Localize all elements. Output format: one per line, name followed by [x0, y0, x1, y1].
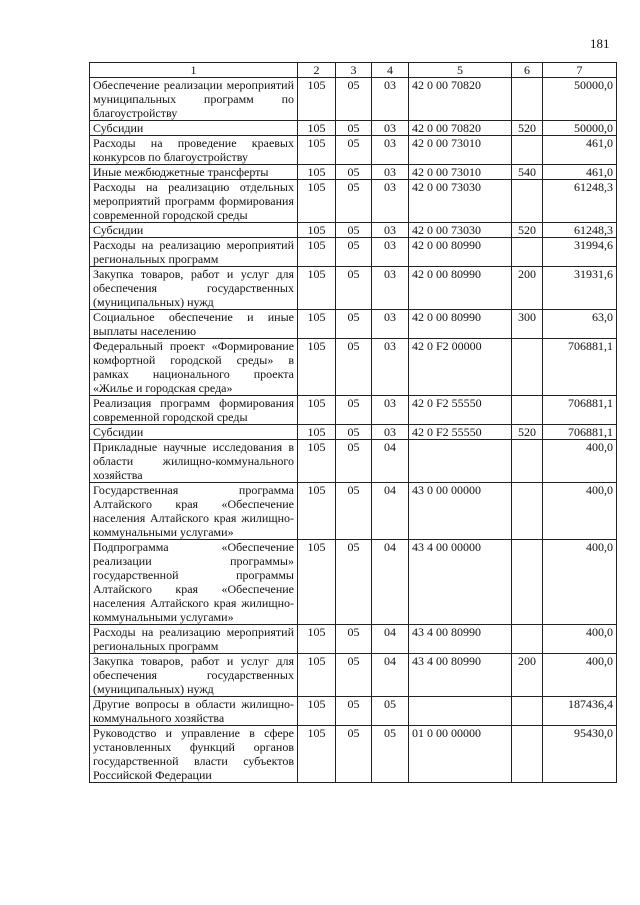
row-name: Расходы на реализацию отдельных мероприятий программ формирования современной городской среды: [90, 180, 298, 223]
row-col-4: 03: [372, 121, 409, 136]
row-col-5: 42 0 00 73010: [409, 136, 512, 165]
page-number: 181: [590, 36, 610, 51]
row-col-5: 43 4 00 80990: [409, 625, 512, 654]
table-row: [90, 238, 617, 267]
row-col-2: 105: [298, 78, 336, 121]
row-col-6: [512, 483, 543, 540]
header-row: [90, 63, 617, 78]
header-col-2: 2: [298, 63, 336, 78]
row-col-2: 105: [298, 654, 336, 697]
row-col-5: 42 0 00 80990: [409, 310, 512, 339]
row-col-7: 461,0: [543, 136, 617, 165]
row-name: Закупка товаров, работ и услуг для обеспечения государственных (муниципальных) нужд: [90, 267, 298, 310]
row-col-2: 105: [298, 180, 336, 223]
row-col-3: 05: [336, 238, 372, 267]
row-col-6: [512, 540, 543, 625]
row-col-6: [512, 238, 543, 267]
row-name: Другие вопросы в области жилищно-коммунального хозяйства: [90, 697, 298, 726]
row-col-6: [512, 136, 543, 165]
table-row: [90, 483, 617, 540]
row-name: Реализация программ формирования современной городской среды: [90, 396, 298, 425]
row-col-4: 04: [372, 483, 409, 540]
row-col-6: [512, 440, 543, 483]
row-col-5: 42 0 00 80990: [409, 238, 512, 267]
row-name: Расходы на реализацию мероприятий региональных программ: [90, 625, 298, 654]
header-col-1: 1: [90, 63, 298, 78]
table-row: [90, 223, 617, 238]
row-col-4: 03: [372, 267, 409, 310]
row-col-2: 105: [298, 136, 336, 165]
row-name: Закупка товаров, работ и услуг для обеспечения государственных (муниципальных) нужд: [90, 654, 298, 697]
row-col-6: 200: [512, 654, 543, 697]
row-col-3: 05: [336, 267, 372, 310]
table-row: [90, 339, 617, 396]
row-col-3: 05: [336, 180, 372, 223]
row-col-6: [512, 396, 543, 425]
table-row: [90, 697, 617, 726]
row-col-3: 05: [336, 121, 372, 136]
table-row: [90, 396, 617, 425]
row-col-7: 31931,6: [543, 267, 617, 310]
row-col-5: 42 0 F2 55550: [409, 425, 512, 440]
row-col-6: 520: [512, 425, 543, 440]
row-col-2: 105: [298, 697, 336, 726]
row-col-3: 05: [336, 726, 372, 783]
row-col-7: 706881,1: [543, 425, 617, 440]
row-col-2: 105: [298, 726, 336, 783]
table-row: [90, 540, 617, 625]
row-col-2: 105: [298, 483, 336, 540]
row-col-2: 105: [298, 396, 336, 425]
row-col-4: 04: [372, 625, 409, 654]
row-col-7: 61248,3: [543, 223, 617, 238]
row-col-3: 05: [336, 654, 372, 697]
row-col-2: 105: [298, 440, 336, 483]
row-name: Субсидии: [90, 425, 298, 440]
header-col-5: 5: [409, 63, 512, 78]
row-col-7: 95430,0: [543, 726, 617, 783]
row-col-6: 520: [512, 121, 543, 136]
row-col-4: 03: [372, 78, 409, 121]
table-row: [90, 136, 617, 165]
row-col-3: 05: [336, 540, 372, 625]
row-name: Расходы на проведение краевых конкурсов по благоустройству: [90, 136, 298, 165]
row-col-6: [512, 339, 543, 396]
row-col-5: 43 0 00 00000: [409, 483, 512, 540]
row-col-7: 50000,0: [543, 121, 617, 136]
row-col-3: 05: [336, 625, 372, 654]
row-name: Субсидии: [90, 223, 298, 238]
row-col-3: 05: [336, 78, 372, 121]
row-name: Государственная программа Алтайского края «Обеспечение населения Алтайского края жилищно-коммунальными услугами»: [90, 483, 298, 540]
row-col-6: [512, 697, 543, 726]
row-col-2: 105: [298, 339, 336, 396]
header-col-6: 6: [512, 63, 543, 78]
row-col-7: 50000,0: [543, 78, 617, 121]
row-col-4: 05: [372, 726, 409, 783]
row-col-3: 05: [336, 136, 372, 165]
row-col-4: 03: [372, 425, 409, 440]
row-col-4: 04: [372, 654, 409, 697]
row-col-2: 105: [298, 165, 336, 180]
row-col-4: 03: [372, 238, 409, 267]
row-col-5: 42 0 00 70820: [409, 121, 512, 136]
row-col-7: 63,0: [543, 310, 617, 339]
row-col-4: 03: [372, 223, 409, 238]
row-col-2: 105: [298, 121, 336, 136]
row-col-4: 03: [372, 396, 409, 425]
row-col-2: 105: [298, 267, 336, 310]
row-name: Прикладные научные исследования в области жилищно-коммунального хозяйства: [90, 440, 298, 483]
row-col-4: 03: [372, 136, 409, 165]
row-col-4: 05: [372, 697, 409, 726]
header-col-3: 3: [336, 63, 372, 78]
row-col-3: 05: [336, 223, 372, 238]
row-col-2: 105: [298, 625, 336, 654]
row-name: Руководство и управление в сфере установленных функций органов государственной власти субъектов Российской Федерации: [90, 726, 298, 783]
row-name: Обеспечение реализации мероприятий муниципальных программ по благоустройству: [90, 78, 298, 121]
row-col-7: 400,0: [543, 654, 617, 697]
row-col-5: 42 0 00 70820: [409, 78, 512, 121]
row-col-2: 105: [298, 425, 336, 440]
row-col-6: 520: [512, 223, 543, 238]
row-col-6: 300: [512, 310, 543, 339]
row-col-5: 42 0 00 80990: [409, 267, 512, 310]
row-col-2: 105: [298, 540, 336, 625]
row-col-7: 400,0: [543, 625, 617, 654]
row-col-2: 105: [298, 310, 336, 339]
row-col-3: 05: [336, 165, 372, 180]
row-col-4: 04: [372, 440, 409, 483]
row-col-6: 540: [512, 165, 543, 180]
table-row: [90, 625, 617, 654]
row-col-6: [512, 180, 543, 223]
row-col-5: 01 0 00 00000: [409, 726, 512, 783]
row-col-7: 187436,4: [543, 697, 617, 726]
row-col-4: 03: [372, 339, 409, 396]
row-col-5: [409, 697, 512, 726]
row-col-5: 42 0 F2 00000: [409, 339, 512, 396]
budget-table: [89, 62, 617, 783]
table-row: [90, 440, 617, 483]
row-col-6: 200: [512, 267, 543, 310]
row-col-4: 03: [372, 310, 409, 339]
header-col-4: 4: [372, 63, 409, 78]
row-col-3: 05: [336, 425, 372, 440]
row-name: Подпрограмма «Обеспечение реализации программы» государственной программы Алтайского края «Обеспечение населения Алтайского края жилищно-коммунальными услугами»: [90, 540, 298, 625]
table-row: [90, 121, 617, 136]
table-row: [90, 267, 617, 310]
row-col-3: 05: [336, 310, 372, 339]
row-col-3: 05: [336, 697, 372, 726]
table-row: [90, 165, 617, 180]
row-col-5: 43 4 00 00000: [409, 540, 512, 625]
row-col-4: 03: [372, 165, 409, 180]
row-col-2: 105: [298, 223, 336, 238]
table-row: [90, 726, 617, 783]
row-col-3: 05: [336, 339, 372, 396]
row-col-5: 42 0 00 73010: [409, 165, 512, 180]
row-col-7: 31994,6: [543, 238, 617, 267]
row-col-7: 400,0: [543, 440, 617, 483]
row-col-3: 05: [336, 483, 372, 540]
row-col-7: 400,0: [543, 540, 617, 625]
table-row: [90, 425, 617, 440]
row-name: Федеральный проект «Формирование комфортной городской среды» в рамках национального проекта «Жилье и городская среда»: [90, 339, 298, 396]
row-col-4: 03: [372, 180, 409, 223]
row-col-4: 04: [372, 540, 409, 625]
row-name: Иные межбюджетные трансферты: [90, 165, 298, 180]
table-row: [90, 78, 617, 121]
row-col-5: [409, 440, 512, 483]
row-col-7: 400,0: [543, 483, 617, 540]
header-col-7: 7: [543, 63, 617, 78]
row-col-7: 706881,1: [543, 339, 617, 396]
row-col-5: 42 0 00 73030: [409, 180, 512, 223]
table-row: [90, 654, 617, 697]
row-col-5: 42 0 F2 55550: [409, 396, 512, 425]
row-col-6: [512, 726, 543, 783]
row-col-3: 05: [336, 396, 372, 425]
row-col-7: 706881,1: [543, 396, 617, 425]
table-row: [90, 180, 617, 223]
row-col-5: 43 4 00 80990: [409, 654, 512, 697]
table-row: [90, 310, 617, 339]
row-col-5: 42 0 00 73030: [409, 223, 512, 238]
row-col-6: [512, 78, 543, 121]
row-col-7: 61248,3: [543, 180, 617, 223]
row-col-2: 105: [298, 238, 336, 267]
row-name: Социальное обеспечение и иные выплаты населению: [90, 310, 298, 339]
row-col-3: 05: [336, 440, 372, 483]
row-col-7: 461,0: [543, 165, 617, 180]
row-name: Расходы на реализацию мероприятий региональных программ: [90, 238, 298, 267]
row-col-6: [512, 625, 543, 654]
row-name: Субсидии: [90, 121, 298, 136]
